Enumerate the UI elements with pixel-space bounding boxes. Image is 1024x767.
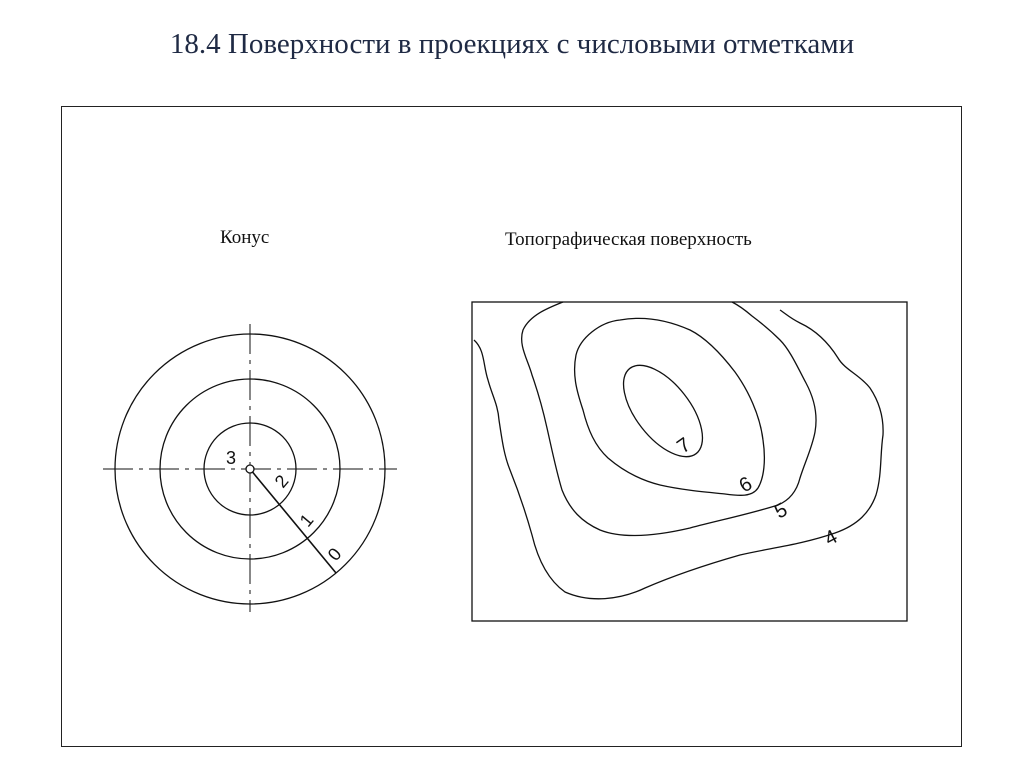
topo-mark-6: 6 xyxy=(735,472,757,498)
topo-contour-6 xyxy=(575,318,765,495)
topo-mark-4: 4 xyxy=(821,525,842,551)
cone-caption: Конус xyxy=(220,227,270,248)
topo-mark-7: 7 xyxy=(673,433,695,459)
cone-mark-0: 0 xyxy=(323,544,346,565)
topo-caption: Топографическая поверхность xyxy=(505,229,752,250)
topo-contours xyxy=(474,302,883,599)
cone-mark-3: 3 xyxy=(226,448,237,468)
cone-mark-1: 1 xyxy=(295,510,318,531)
topo-contour-4 xyxy=(474,310,883,599)
cone-mark-2: 2 xyxy=(270,471,293,492)
slide-title: 18.4 Поверхности в проекциях с числовыми отметками xyxy=(169,28,855,60)
topo-mark-5: 5 xyxy=(771,498,792,524)
topo-contour-7 xyxy=(608,352,717,470)
topo-contour-5 xyxy=(522,302,816,536)
cone-drawing xyxy=(103,324,397,612)
cone-apex xyxy=(246,465,254,473)
topo-map-frame xyxy=(472,302,907,621)
